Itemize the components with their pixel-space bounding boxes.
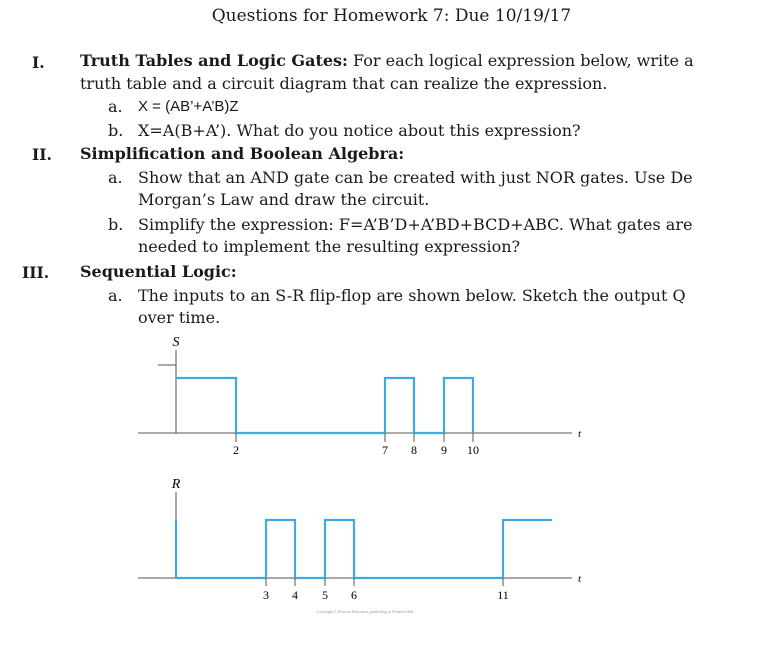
r-tick-label-6: 6 bbox=[351, 588, 357, 602]
s-axis-t-label: t bbox=[578, 428, 582, 440]
section-1-numeral: I. bbox=[32, 53, 45, 72]
r-axis-t-label: t bbox=[578, 573, 582, 585]
s-tick-label-8: 8 bbox=[411, 443, 417, 457]
section-1-line2: truth table and a circuit diagram that can realize the expression. bbox=[80, 73, 608, 93]
s-tick-label-7: 7 bbox=[382, 443, 388, 457]
r-signal-group bbox=[138, 477, 582, 602]
section-2-item-a-letter: a. bbox=[108, 168, 123, 187]
r-tick-label-3: 3 bbox=[263, 588, 269, 602]
section-1-item-a-letter: a. bbox=[108, 97, 123, 116]
section-1-heading: Truth Tables and Logic Gates: bbox=[80, 51, 348, 70]
section-2-item-b-line1: Simplify the expression: F=A’B’D+A’BD+BCD+ABC. What gates are bbox=[138, 215, 693, 234]
copyright-credit: Copyright © Pearson Education, publishing as Prentice Hall bbox=[316, 609, 414, 614]
section-3-item-a-letter: a. bbox=[108, 286, 123, 305]
section-2-numeral: II. bbox=[32, 145, 52, 164]
r-signal-label: R bbox=[171, 477, 181, 492]
section-3-item-a-line1: The inputs to an S-R flip-flop are shown below. Sketch the output Q bbox=[138, 286, 686, 305]
section-1-item-b-text: X=A(B+A’). What do you notice about this expression? bbox=[138, 121, 581, 140]
section-2-heading: Simplification and Boolean Algebra: bbox=[80, 144, 405, 163]
r-tick-label-11: 11 bbox=[497, 588, 509, 602]
section-2-item-b-line2: needed to implement the resulting expression? bbox=[138, 237, 521, 256]
s-waveform bbox=[176, 378, 473, 433]
section-2-item-a-line1: Show that an AND gate can be created with just NOR gates. Use De bbox=[138, 168, 693, 187]
section-2-item-b-letter: b. bbox=[108, 215, 124, 234]
section-3-numeral: III. bbox=[22, 263, 50, 282]
s-tick-label-10: 10 bbox=[467, 443, 479, 457]
r-tick-label-4: 4 bbox=[292, 588, 298, 602]
s-signal-label: S bbox=[172, 335, 180, 350]
r-tick-label-5: 5 bbox=[322, 588, 328, 602]
r-waveform bbox=[176, 520, 552, 578]
section-2-item-a-line2: Morgan’s Law and draw the circuit. bbox=[138, 190, 430, 209]
s-signal-group bbox=[138, 335, 582, 457]
section-1-heading-rest: For each logical expression below, write a bbox=[347, 51, 694, 70]
section-3-item-a-line2: over time. bbox=[138, 308, 221, 327]
s-tick-label-9: 9 bbox=[441, 443, 447, 457]
s-tick-label-2: 2 bbox=[233, 443, 239, 457]
section-3-heading: Sequential Logic: bbox=[80, 262, 237, 281]
document-title: Questions for Homework 7: Due 10/19/17 bbox=[211, 6, 572, 26]
section-1-item-b-letter: b. bbox=[108, 121, 124, 140]
section-1-item-a-text: X = (AB’+A’B)Z bbox=[138, 98, 239, 115]
